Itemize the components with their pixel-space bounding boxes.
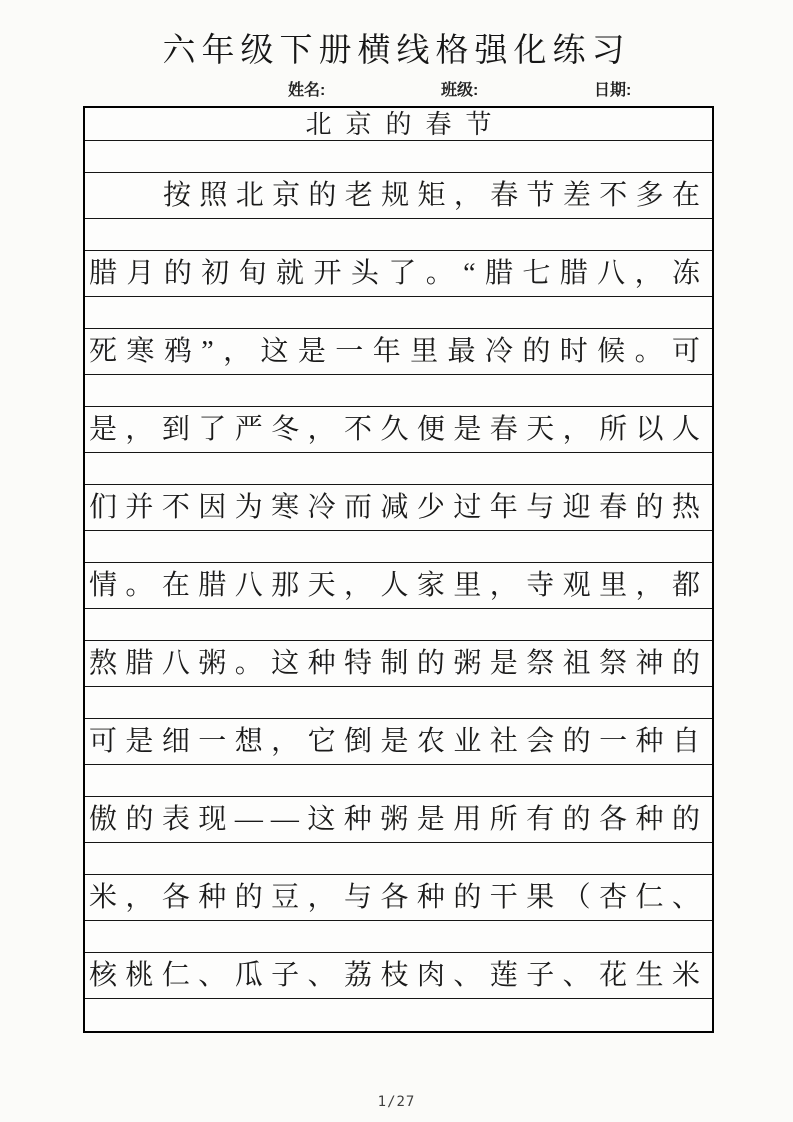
blank-practice-row xyxy=(85,843,712,875)
blank-practice-row xyxy=(85,453,712,485)
blank-practice-row xyxy=(85,141,712,173)
page-number: 1/27 xyxy=(377,1094,416,1110)
essay-text-row: 米，各种的豆，与各种的干果（杏仁、 xyxy=(85,875,712,921)
essay-text-row: 熬腊八粥。这种特制的粥是祭祖祭神的 xyxy=(85,641,712,687)
blank-practice-row xyxy=(85,687,712,719)
blank-practice-row xyxy=(85,999,712,1031)
essay-text-row: 按照北京的老规矩，春节差不多在 xyxy=(85,173,712,219)
date-label: 日期: xyxy=(594,81,632,99)
meta-row xyxy=(0,76,793,100)
blank-practice-row xyxy=(85,609,712,641)
essay-text-row: 死寒鸦”，这是一年里最冷的时候。可 xyxy=(85,329,712,375)
class-label: 班级: xyxy=(441,81,479,99)
name-label: 姓名: xyxy=(288,81,326,99)
blank-practice-row xyxy=(85,921,712,953)
essay-text-row: 傲的表现——这种粥是用所有的各种的 xyxy=(85,797,712,843)
essay-text-row: 情。在腊八那天，人家里，寺观里，都 xyxy=(85,563,712,609)
essay-text-row: 腊月的初旬就开头了。“腊七腊八，冻 xyxy=(85,251,712,297)
worksheet-grid xyxy=(83,106,714,1033)
essay-title-row: 北京的春节 xyxy=(85,108,712,141)
worksheet-page xyxy=(0,30,793,1122)
blank-practice-row xyxy=(85,375,712,407)
page-title: 六年级下册横线格强化练习 xyxy=(162,33,631,69)
blank-practice-row xyxy=(85,531,712,563)
essay-text-row: 们并不因为寒冷而减少过年与迎春的热 xyxy=(85,485,712,531)
essay-text-row: 核桃仁、瓜子、荔枝肉、莲子、花生米 xyxy=(85,953,712,999)
blank-practice-row xyxy=(85,297,712,329)
essay-text-row: 可是细一想，它倒是农业社会的一种自 xyxy=(85,719,712,765)
blank-practice-row xyxy=(85,765,712,797)
blank-practice-row xyxy=(85,219,712,251)
essay-text-row: 是，到了严冬，不久便是春天，所以人 xyxy=(85,407,712,453)
